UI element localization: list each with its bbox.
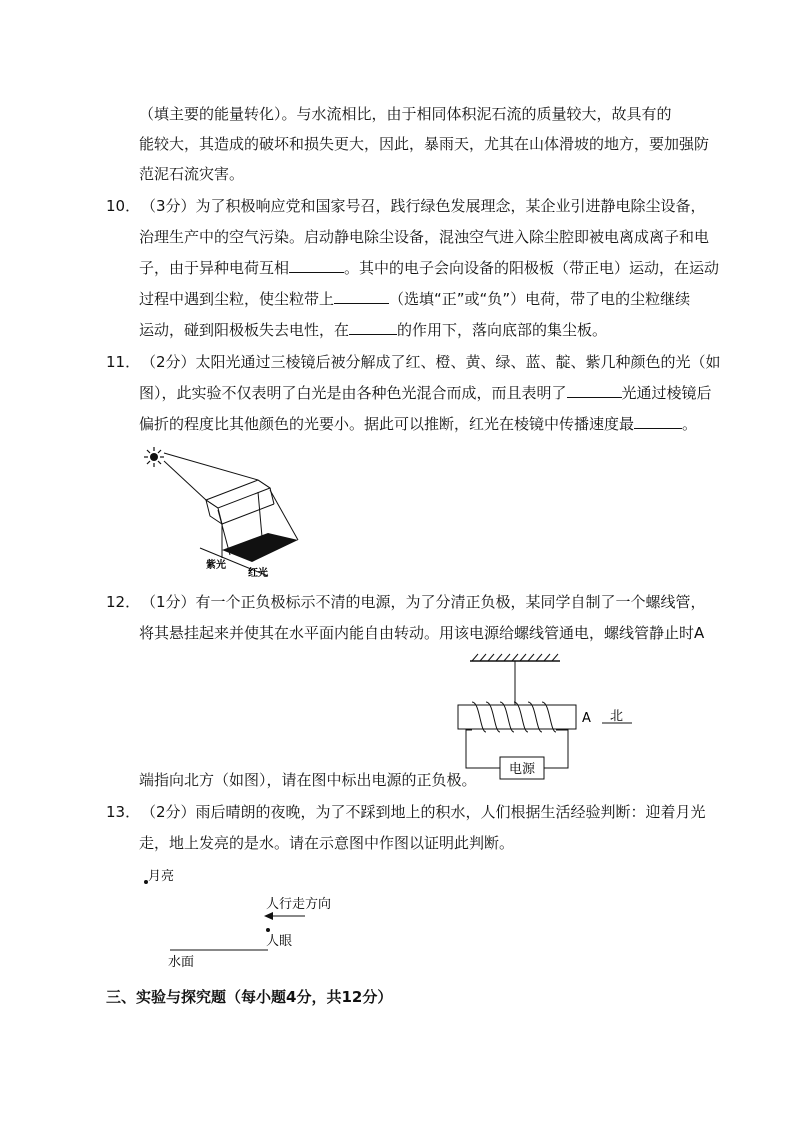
q11-answer-blank-1[interactable] <box>567 383 622 398</box>
q10-line-4-b: （选填“正”或“负”）电荷，带了电的尘粒继续 <box>389 290 691 308</box>
q11-line-3-b: 。 <box>682 415 698 433</box>
q10-line-4-a: 过程中遇到尘粒，使尘粒带上 <box>139 290 335 308</box>
q10-line-3-a: 子，由于异种电荷互相 <box>139 259 290 277</box>
q11-line-2 <box>139 383 712 403</box>
q10-answer-blank-3[interactable] <box>349 320 397 335</box>
q10-line-1: （3分）为了积极响应党和国家号召，践行绿色发展理念，某企业引进静电除尘设备， <box>141 197 706 215</box>
sun-icon <box>144 447 164 467</box>
q11-line-2-a: 图），此实验不仅表明了白光是由各种色光混合而成，而且表明了 <box>139 384 567 402</box>
section-3-heading: 三、实验与探究题（每小题4分，共12分） <box>106 988 393 1006</box>
moon-label: 月亮 <box>148 869 175 884</box>
power-source-label: 电源 <box>508 762 536 777</box>
q10-line-5 <box>139 320 607 340</box>
q10-line-3-b: 。其中的电子会向设备的阳极板（带正电）运动，在运动 <box>344 259 720 277</box>
q11-answer-blank-2[interactable] <box>634 414 682 429</box>
q13-number: 13． <box>106 803 141 821</box>
q12-line-3: 端指向北方（如图），请在图中标出电源的正负极。 <box>139 771 477 789</box>
q12-number: 12． <box>106 593 141 611</box>
q12-line-1: （1分）有一个正负极标示不清的电源，为了分清正负极，某同学自制了一个螺线管， <box>141 593 706 611</box>
q11-line-1: （2分）太阳光通过三棱镜后被分解成了红、橙、黄、绿、蓝、靛、紫几种颜色的光（如 <box>141 353 721 371</box>
solenoid-figure <box>450 650 650 782</box>
q9-line-2: 能较大，其造成的破坏和损失更大，因此，暴雨天，尤其在山体滑坡的地方，要加强防 <box>139 135 710 153</box>
q9-line-3: 范泥石流灾害。 <box>139 165 245 183</box>
purple-light-label: 紫光 <box>206 560 226 571</box>
q11-line-3 <box>139 414 697 434</box>
prism-figure <box>140 440 305 580</box>
solenoid-end-a-label: A <box>582 711 591 726</box>
q10-line-4 <box>139 289 690 309</box>
q10-line-5-b: 的作用下，落向底部的集尘板。 <box>397 321 608 339</box>
q13-line-2: 走，地上发亮的是水。请在示意图中作图以证明此判断。 <box>139 834 515 852</box>
walking-direction-arrow <box>264 912 305 920</box>
q9-line-1: （填主要的能量转化）。与水流相比，由于相同体积泥石流的质量较大，故具有的 <box>139 105 672 123</box>
q11-line-2-b: 光通过棱镜后 <box>621 384 712 402</box>
q10-answer-blank-1[interactable] <box>289 258 344 273</box>
q10-line-5-a: 运动，碰到阳极板失去电性，在 <box>139 321 350 339</box>
moon-water-figure <box>140 862 360 972</box>
red-light-label: 红光 <box>248 568 268 579</box>
water-label: 水面 <box>168 955 195 970</box>
ceiling-support <box>470 654 560 705</box>
north-label: 北 <box>610 709 624 724</box>
eye-label: 人眼 <box>266 934 293 949</box>
q10-number: 10． <box>106 197 141 215</box>
q13-line-1: （2分）雨后晴朗的夜晚，为了不踩到地上的积水，人们根据生活经验判断：迎着月光 <box>141 803 706 821</box>
walking-direction-label: 人行走方向 <box>266 897 332 912</box>
q10-answer-blank-2[interactable] <box>334 289 389 304</box>
q12-line-2: 将其悬挂起来并使其在水平面内能自由转动。用该电源给螺线管通电，螺线管静止时A <box>139 624 705 642</box>
q11-line-3-a: 偏折的程度比其他颜色的光要小。据此可以推断，红光在棱镜中传播速度最 <box>139 415 635 433</box>
eye-point <box>266 928 270 932</box>
q10-line-3 <box>139 258 719 278</box>
q10-line-2: 治理生产中的空气污染。启动静电除尘设备，混浊空气进入除尘腔即被电离成离子和电 <box>139 228 710 246</box>
q11-number: 11． <box>106 353 141 371</box>
solenoid-core <box>458 705 576 729</box>
